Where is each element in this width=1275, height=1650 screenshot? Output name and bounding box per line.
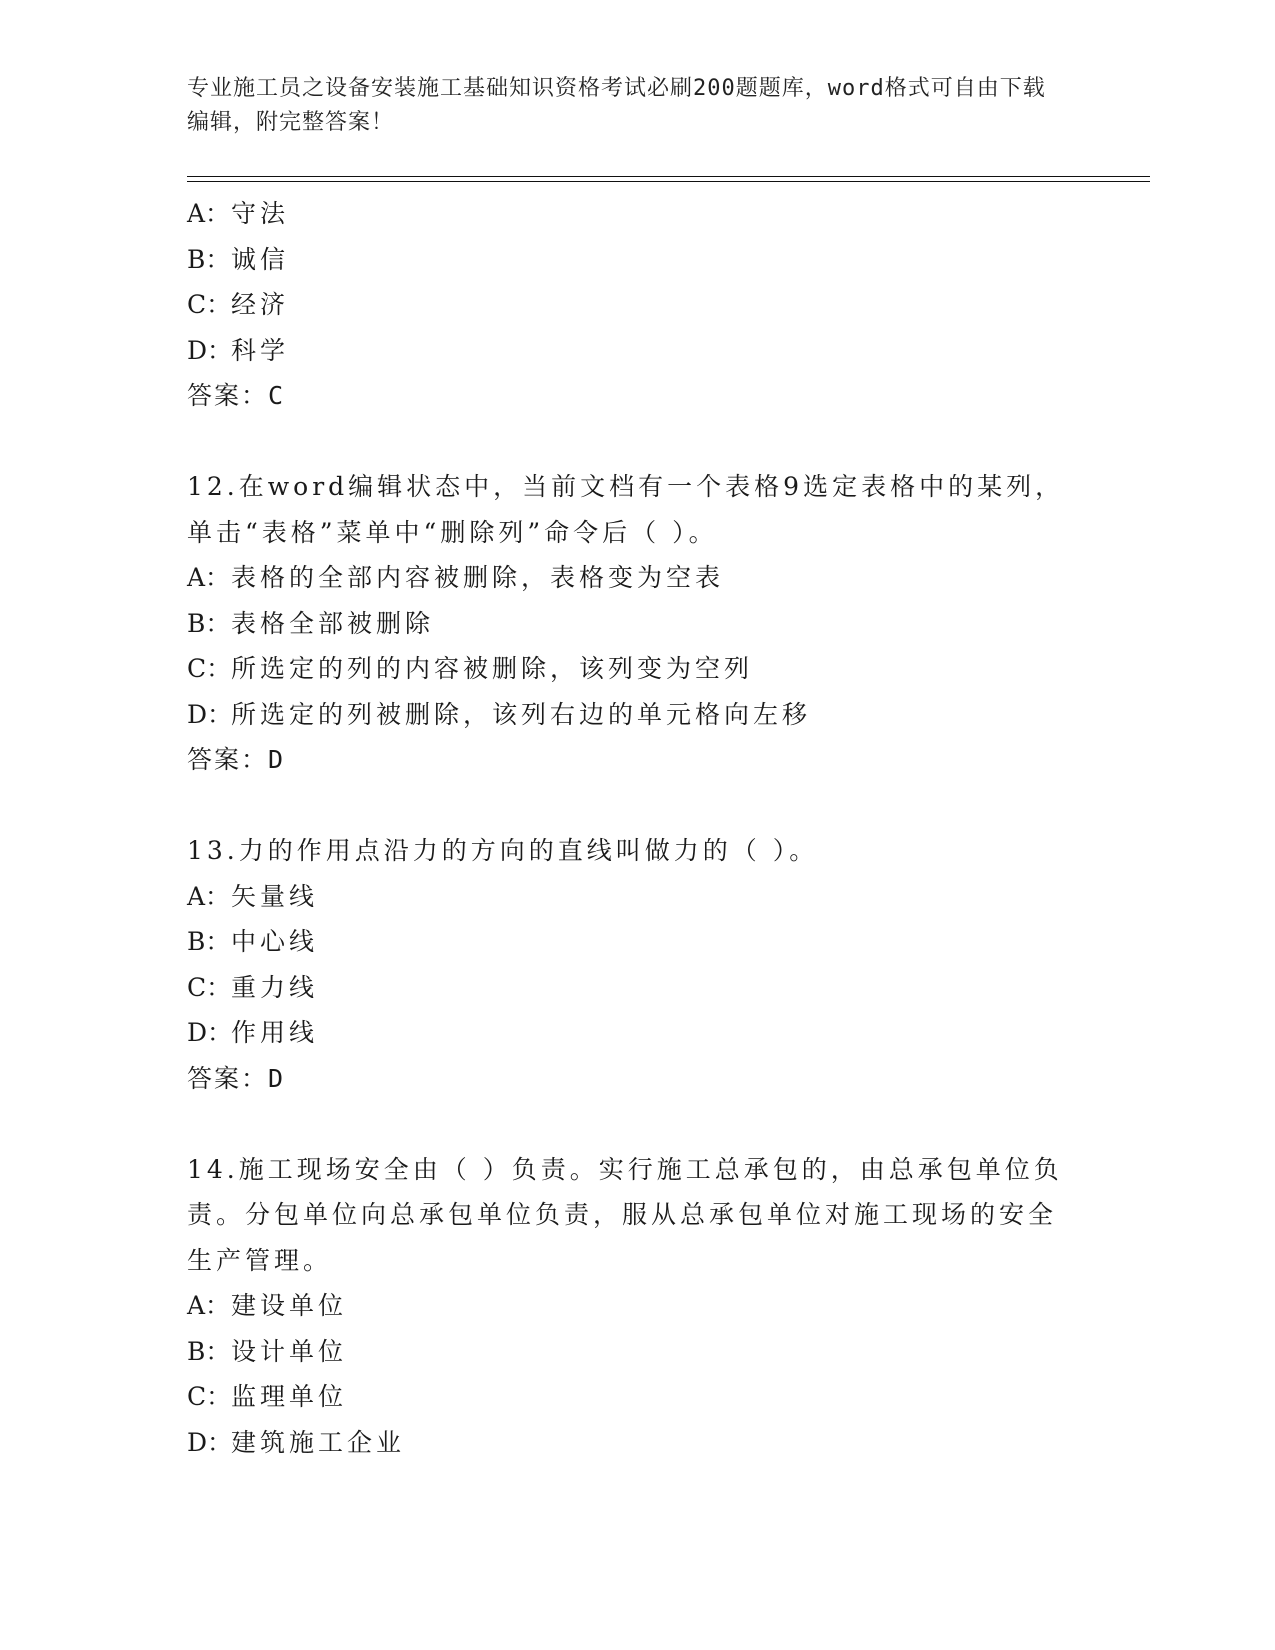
answer-value: D [268,745,286,774]
option-b [187,237,1067,283]
question-stem: 14.施工现场安全由（ ）负责。实行施工总承包的，由总承包单位负责。分包单位向总承包单位负责，服从总承包单位对施工现场的安全生产管理。 [187,1154,1063,1275]
option-b [187,919,1067,965]
option-text: 重力线 [231,972,319,1002]
option-letter: A： [187,199,231,228]
option-b [187,1329,1067,1375]
question-stem: 12.在word编辑状态中，当前文档有一个表格9选定表格中的某列，单击“表格”菜单中“删除列”命令后（ ）。 [187,472,1065,547]
option-letter: D： [187,335,233,365]
option-d [187,1420,1067,1466]
option-letter: C： [187,654,232,683]
option-text: 建筑施工企业 [231,1427,406,1457]
option-letter: C： [187,290,232,319]
answer-label: 答案： [187,745,269,774]
option-letter: A： [187,563,231,592]
document-header: 专业施工员之设备安装施工基础知识资格考试必刷200题题库，word格式可自由下载编辑，附完整答案！ [187,76,1046,135]
option-b [187,601,1067,647]
answer-line [187,373,1067,419]
header-divider-bottom [187,181,1150,182]
option-text: 科学 [231,335,290,365]
answer-label: 答案： [187,1063,269,1093]
spacer [187,783,1067,829]
option-d [187,1010,1067,1056]
answer-value: D [268,1063,286,1093]
option-c [187,646,1067,692]
question-12 [187,464,1067,783]
option-letter: B： [187,608,231,638]
option-letter: C： [187,1382,232,1411]
spacer [187,1101,1067,1147]
option-letter: B： [187,244,231,274]
option-text: 中心线 [231,927,319,956]
answer-line [187,737,1067,783]
answer-value: C [268,381,286,410]
option-a [187,1283,1067,1329]
option-letter: A： [187,881,231,911]
question-11 [187,191,1067,419]
option-text: 所选定的列被删除，该列右边的单元格向左移 [231,699,812,729]
option-text: 建设单位 [231,1291,348,1320]
option-text: 监理单位 [231,1382,348,1411]
header-divider-top [187,176,1150,177]
question-14 [187,1147,1067,1466]
option-a [187,874,1067,920]
option-text: 所选定的列的内容被删除，该列变为空列 [231,654,754,683]
option-c [187,965,1067,1011]
option-d [187,692,1067,738]
question-13 [187,828,1067,1101]
option-letter: B： [187,927,231,956]
option-a [187,555,1067,601]
option-a [187,191,1067,237]
option-letter: C： [187,972,232,1002]
option-text: 表格的全部内容被删除，表格变为空表 [231,563,725,592]
option-text: 守法 [231,199,290,228]
answer-label: 答案： [187,381,269,410]
option-c [187,1374,1067,1420]
option-text: 经济 [231,290,290,319]
option-text: 作用线 [231,1018,319,1047]
option-d [187,328,1067,374]
option-text: 矢量线 [231,881,319,911]
answer-line [187,1056,1067,1102]
option-letter: D： [187,1018,233,1047]
option-letter: A： [187,1291,231,1320]
spacer [187,419,1067,465]
option-letter: D： [187,699,233,729]
option-text: 诚信 [231,244,290,274]
option-letter: D： [187,1427,233,1457]
option-c [187,282,1067,328]
question-stem: 13.力的作用点沿力的方向的直线叫做力的（ ）。 [187,836,819,865]
option-text: 表格全部被删除 [231,608,435,638]
option-letter: B： [187,1336,231,1366]
option-text: 设计单位 [231,1336,348,1366]
question-list [187,191,1067,1465]
